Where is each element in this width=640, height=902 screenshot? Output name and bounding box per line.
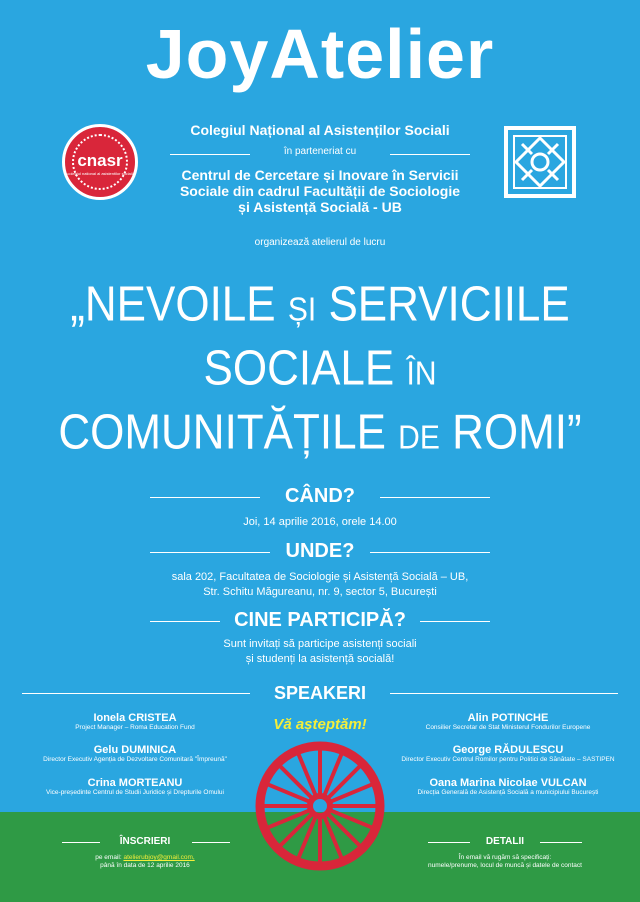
where-line: sala 202, Facultatea de Sociologie și Asistență Socială – UB,: [171, 571, 469, 583]
speaker: [390, 712, 626, 732]
who-line: și studenți la asistență socială!: [245, 653, 395, 665]
organization-name: Colegiul Național al Asistenților Sociali: [190, 122, 450, 138]
divider: [390, 154, 470, 155]
details-line: numele/prenume, locul de muncă și datele de contact: [428, 862, 582, 869]
partner-name: [130, 167, 510, 215]
registration-heading: ÎNSCRIERI: [119, 836, 171, 847]
speaker-role: Director Executiv Centrul Romilor pentru Politici de Sănătate – SASTIPEN: [401, 756, 615, 763]
details-line: În email vă rugăm să specificați:: [458, 854, 552, 861]
partner-line: Sociale din cadrul Facultății de Sociologie: [179, 183, 461, 199]
headline-word: ÎN: [406, 355, 437, 393]
speaker-role: Project Manager – Roma Education Fund: [75, 724, 195, 731]
wheel-spoke: [268, 810, 310, 828]
logo-text: cnasr: [77, 151, 123, 170]
headline-line: [20, 405, 620, 461]
speaker: [390, 744, 626, 764]
wheel-spoke: [299, 754, 317, 796]
speaker: [390, 777, 626, 797]
page-title: JoyAtelier: [145, 15, 495, 93]
registration-text: [60, 854, 230, 870]
headline-line: [20, 277, 620, 333]
speaker: [20, 744, 250, 764]
divider: [380, 497, 490, 498]
where-line: Str. Schitu Măgureanu, nr. 9, sector 5, București: [203, 586, 437, 598]
partner-line: și Asistență Socială - UB: [238, 199, 402, 215]
speaker-role: Vice-președinte Centrul de Studii Juridice și Drepturile Omului: [46, 789, 224, 796]
roma-wheel-icon: [252, 738, 388, 874]
speakers-heading: SPEAKERI: [273, 683, 367, 703]
headline-word: ȘI: [287, 291, 317, 329]
welcome-text: Vă așteptăm!: [273, 716, 367, 733]
divider: [390, 693, 618, 694]
headline-word: COMUNITĂȚILE: [58, 405, 386, 460]
wheel-spoke: [329, 810, 371, 828]
wheel-spoke: [324, 754, 342, 796]
headline-line: [20, 341, 620, 397]
wheel-spoke: [324, 815, 342, 857]
partnership-text: în parteneriat cu: [283, 146, 357, 157]
speaker-name: Ionela CRISTEA: [93, 712, 177, 724]
when-text: Joi, 14 aprilie 2016, orele 14.00: [243, 516, 397, 528]
headline-word: ROMI”: [452, 405, 582, 460]
divider: [540, 842, 582, 843]
who-text: [100, 637, 540, 667]
registration-line: [60, 854, 230, 862]
wheel-spoke: [268, 785, 310, 803]
where-heading: UNDE?: [285, 540, 355, 562]
email-prefix: pe email:: [95, 854, 124, 861]
divider: [420, 621, 490, 622]
wheel-spoke: [280, 813, 313, 846]
speaker-role: Consilier Secretar de Stat Ministerul Fondurilor Europene: [425, 724, 591, 731]
wheel-spoke: [327, 766, 360, 799]
celtic-knot-logo-icon: [502, 124, 578, 200]
organizes-text: organizează atelierul de lucru: [254, 237, 386, 248]
speaker-name: Crina MORTEANU: [87, 777, 183, 789]
registration-line: până în data de 12 aprilie 2016: [100, 862, 190, 869]
headline-word: DE: [398, 419, 440, 457]
cnasr-logo-icon: [62, 124, 138, 200]
partner-line: Centrul de Cercetare și Inovare în Servicii: [181, 167, 459, 183]
who-heading: CINE PARTICIPĂ?: [234, 609, 406, 631]
speaker: [20, 712, 250, 732]
wheel-spoke: [327, 813, 360, 846]
speaker-name: Gelu DUMINICA: [93, 744, 177, 756]
speaker-name: Oana Marina Nicolae VULCAN: [429, 777, 587, 789]
speaker-role: Direcția Generală de Asistență Socială a municipiului București: [417, 789, 599, 796]
headline-word: SERVICIILE: [328, 277, 570, 332]
who-line: Sunt invitați să participe asistenți sociali: [223, 638, 417, 650]
logo-subtext: colegiul national al asistentilor sociali: [67, 171, 133, 176]
speaker-name: George RĂDULESCU: [452, 744, 564, 756]
speaker-name: Alin POTINCHE: [467, 712, 549, 724]
headline-word: SOCIALE: [203, 341, 395, 396]
divider: [370, 552, 490, 553]
speaker: [20, 777, 250, 797]
where-text: [100, 570, 540, 600]
details-text: [420, 854, 590, 870]
details-heading: DETALII: [485, 836, 525, 847]
divider: [192, 842, 230, 843]
email-link[interactable]: atelierubjoy@gmail.com,: [123, 854, 195, 861]
headline-word: „NEVOILE: [70, 277, 276, 332]
wheel-spoke: [280, 766, 313, 799]
when-heading: CÂND?: [285, 485, 355, 507]
wheel-spoke: [299, 815, 317, 857]
wheel-spoke: [329, 785, 371, 803]
speaker-role: Director Executiv Agenția de Dezvoltare Comunitară "Împreună": [43, 756, 227, 763]
